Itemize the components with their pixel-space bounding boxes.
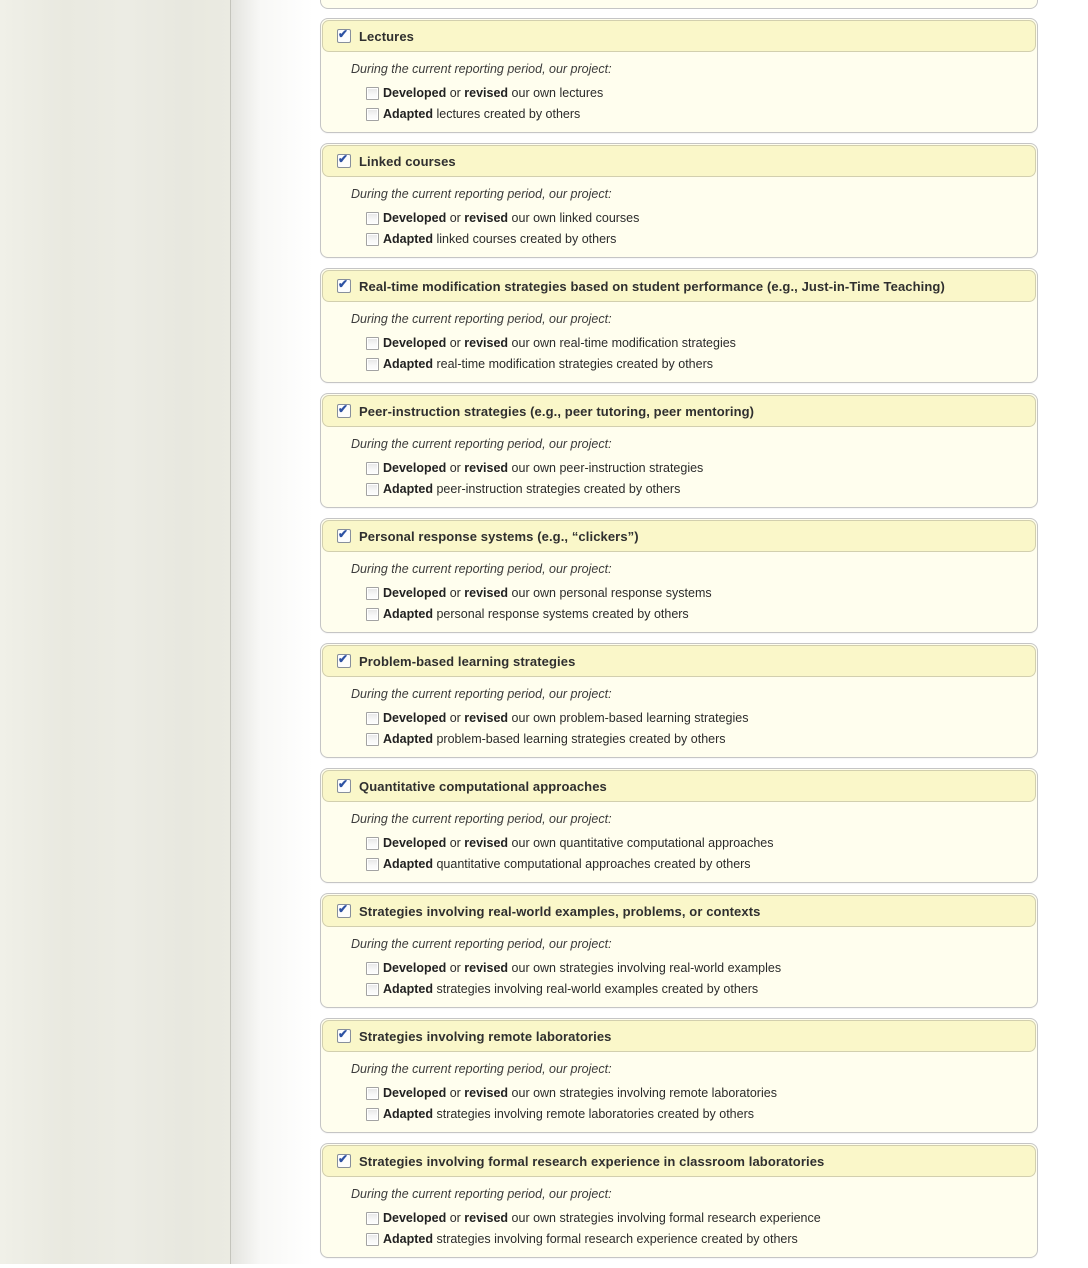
- adapted-label: Adapted real-time modification strategies created by others: [383, 357, 713, 371]
- section-header: [322, 895, 1036, 927]
- developed-row: [366, 960, 1037, 976]
- reporting-period-intro: During the current reporting period, our project:: [351, 312, 612, 326]
- reporting-period-intro: During the current reporting period, our project:: [351, 562, 612, 576]
- section-title: Strategies involving real-world examples, problems, or contexts: [359, 903, 761, 919]
- section-header: [322, 395, 1036, 427]
- reporting-period-intro: During the current reporting period, our project:: [351, 812, 612, 826]
- developed-checkbox[interactable]: [366, 587, 379, 600]
- section-body: [321, 53, 1037, 122]
- developed-checkbox[interactable]: [366, 87, 379, 100]
- developed-label: Developed or revised our own quantitative computational approaches: [383, 836, 774, 850]
- adapted-row: [366, 856, 1037, 872]
- checkmark-icon: ✔: [338, 27, 349, 41]
- section-title: Lectures: [359, 28, 414, 44]
- adapted-checkbox[interactable]: [366, 733, 379, 746]
- checkmark-icon: ✔: [338, 277, 349, 291]
- developed-row: [366, 710, 1037, 726]
- reporting-period-intro: During the current reporting period, our project:: [351, 687, 612, 701]
- checkmark-icon: ✔: [338, 152, 349, 166]
- developed-checkbox[interactable]: [366, 1087, 379, 1100]
- strategy-section: [320, 518, 1038, 633]
- partial-panel-top: [320, 0, 1038, 9]
- checkmark-icon: ✔: [338, 777, 349, 791]
- adapted-label: Adapted quantitative computational approaches created by others: [383, 857, 751, 871]
- developed-label: Developed or revised our own strategies involving formal research experience: [383, 1211, 821, 1225]
- developed-row: [366, 335, 1037, 351]
- section-checkbox[interactable]: [337, 1029, 351, 1043]
- strategy-section: [320, 893, 1038, 1008]
- adapted-label: Adapted strategies involving remote laboratories created by others: [383, 1107, 754, 1121]
- adapted-checkbox[interactable]: [366, 358, 379, 371]
- reporting-period-intro: During the current reporting period, our project:: [351, 62, 612, 76]
- developed-label: Developed or revised our own real-time modification strategies: [383, 336, 736, 350]
- section-header: [322, 770, 1036, 802]
- adapted-row: [366, 731, 1037, 747]
- reporting-period-intro: During the current reporting period, our project:: [351, 1062, 612, 1076]
- adapted-row: [366, 1231, 1037, 1247]
- checkmark-icon: ✔: [338, 1152, 349, 1166]
- strategy-section: [320, 143, 1038, 258]
- adapted-label: Adapted problem-based learning strategies created by others: [383, 732, 726, 746]
- strategy-section: [320, 268, 1038, 383]
- section-body: [321, 1053, 1037, 1122]
- section-checkbox[interactable]: [337, 279, 351, 293]
- developed-checkbox[interactable]: [366, 212, 379, 225]
- reporting-period-intro: During the current reporting period, our project:: [351, 187, 612, 201]
- section-checkbox[interactable]: [337, 29, 351, 43]
- section-checkbox[interactable]: [337, 654, 351, 668]
- section-checkbox[interactable]: [337, 404, 351, 418]
- section-checkbox[interactable]: [337, 154, 351, 168]
- adapted-checkbox[interactable]: [366, 858, 379, 871]
- developed-row: [366, 835, 1037, 851]
- adapted-checkbox[interactable]: [366, 983, 379, 996]
- developed-label: Developed or revised our own personal response systems: [383, 586, 712, 600]
- checkmark-icon: ✔: [338, 652, 349, 666]
- adapted-checkbox[interactable]: [366, 1108, 379, 1121]
- sections-list: [320, 18, 1038, 1258]
- adapted-row: [366, 231, 1037, 247]
- developed-label: Developed or revised our own strategies involving real-world examples: [383, 961, 782, 975]
- developed-row: [366, 1210, 1037, 1226]
- section-body: [321, 303, 1037, 372]
- checkmark-icon: ✔: [338, 1027, 349, 1041]
- adapted-row: [366, 481, 1037, 497]
- section-header: [322, 1020, 1036, 1052]
- developed-label: Developed or revised our own problem-based learning strategies: [383, 711, 749, 725]
- checkmark-icon: ✔: [338, 902, 349, 916]
- developed-label: Developed or revised our own peer-instruction strategies: [383, 461, 704, 475]
- adapted-row: [366, 1106, 1037, 1122]
- adapted-checkbox[interactable]: [366, 108, 379, 121]
- developed-checkbox[interactable]: [366, 337, 379, 350]
- adapted-row: [366, 606, 1037, 622]
- adapted-label: Adapted lectures created by others: [383, 107, 581, 121]
- adapted-label: Adapted peer-instruction strategies created by others: [383, 482, 681, 496]
- developed-checkbox[interactable]: [366, 712, 379, 725]
- page-left-margin: [0, 0, 231, 1264]
- section-title: Quantitative computational approaches: [359, 778, 607, 794]
- strategy-section: [320, 393, 1038, 508]
- developed-row: [366, 210, 1037, 226]
- adapted-checkbox[interactable]: [366, 1233, 379, 1246]
- adapted-row: [366, 106, 1037, 122]
- section-title: Linked courses: [359, 153, 456, 169]
- section-title: Personal response systems (e.g., “clickers”): [359, 528, 639, 544]
- developed-label: Developed or revised our own lectures: [383, 86, 604, 100]
- section-title: Strategies involving formal research experience in classroom laboratories: [359, 1153, 825, 1169]
- section-checkbox[interactable]: [337, 1154, 351, 1168]
- section-title: Peer-instruction strategies (e.g., peer tutoring, peer mentoring): [359, 403, 755, 419]
- developed-row: [366, 460, 1037, 476]
- developed-checkbox[interactable]: [366, 837, 379, 850]
- section-checkbox[interactable]: [337, 529, 351, 543]
- developed-label: Developed or revised our own strategies involving remote laboratories: [383, 1086, 777, 1100]
- reporting-period-intro: During the current reporting period, our project:: [351, 437, 612, 451]
- adapted-label: Adapted strategies involving formal research experience created by others: [383, 1232, 798, 1246]
- strategy-section: [320, 18, 1038, 133]
- section-body: [321, 178, 1037, 247]
- adapted-row: [366, 356, 1037, 372]
- checkmark-icon: ✔: [338, 402, 349, 416]
- developed-label: Developed or revised our own linked courses: [383, 211, 640, 225]
- section-body: [321, 553, 1037, 622]
- developed-checkbox[interactable]: [366, 462, 379, 475]
- reporting-period-intro: During the current reporting period, our project:: [351, 1187, 612, 1201]
- strategy-section: [320, 643, 1038, 758]
- adapted-label: Adapted linked courses created by others: [383, 232, 617, 246]
- section-title: Problem-based learning strategies: [359, 653, 576, 669]
- strategy-section: [320, 768, 1038, 883]
- section-body: [321, 428, 1037, 497]
- section-checkbox[interactable]: [337, 779, 351, 793]
- section-header: [322, 145, 1036, 177]
- strategy-section: [320, 1018, 1038, 1133]
- page-edge-shadow: [231, 0, 313, 1264]
- checkmark-icon: ✔: [338, 527, 349, 541]
- section-title: Strategies involving remote laboratories: [359, 1028, 612, 1044]
- form-content: [320, 0, 1038, 1268]
- section-header: [322, 270, 1036, 302]
- adapted-label: Adapted strategies involving real-world examples created by others: [383, 982, 759, 996]
- section-body: [321, 1178, 1037, 1247]
- section-body: [321, 803, 1037, 872]
- section-body: [321, 928, 1037, 997]
- strategy-section: [320, 1143, 1038, 1258]
- section-header: [322, 645, 1036, 677]
- section-title: Real-time modification strategies based on student performance (e.g., Just-in-Time Teaching): [359, 278, 945, 294]
- section-body: [321, 678, 1037, 747]
- adapted-checkbox[interactable]: [366, 233, 379, 246]
- section-header: [322, 1145, 1036, 1177]
- developed-checkbox[interactable]: [366, 1212, 379, 1225]
- adapted-row: [366, 981, 1037, 997]
- developed-row: [366, 1085, 1037, 1101]
- reporting-period-intro: During the current reporting period, our project:: [351, 937, 612, 951]
- developed-checkbox[interactable]: [366, 962, 379, 975]
- adapted-label: Adapted personal response systems created by others: [383, 607, 689, 621]
- developed-row: [366, 585, 1037, 601]
- adapted-checkbox[interactable]: [366, 483, 379, 496]
- section-checkbox[interactable]: [337, 904, 351, 918]
- adapted-checkbox[interactable]: [366, 608, 379, 621]
- section-header: [322, 20, 1036, 52]
- developed-row: [366, 85, 1037, 101]
- section-header: [322, 520, 1036, 552]
